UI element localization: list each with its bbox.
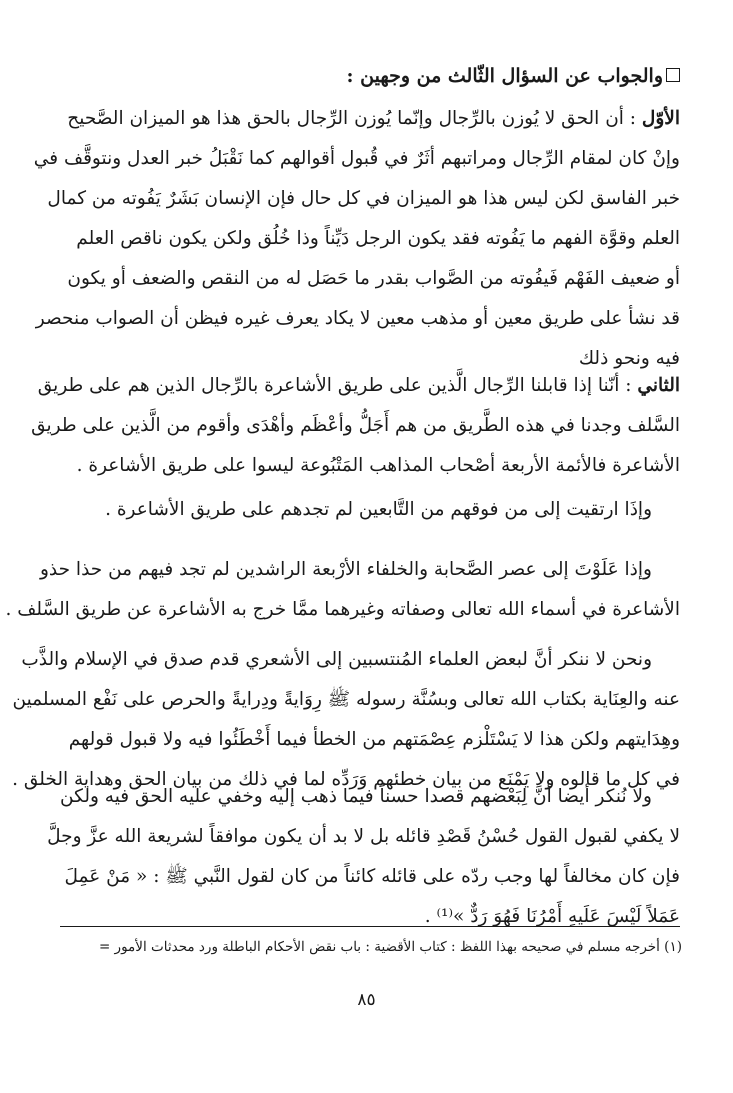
text-line: لا يكفي لقبول القول حُسْنُ قَصْدِ قائله بل لا بد أن يكون موافقاً لشريعة الله عزَّ وجلَّ xyxy=(47,826,680,847)
paragraph-good-intent xyxy=(47,777,680,937)
text-line: وإذا عَلَوْتَ إلى عصر الصَّحابة والخلفاء الأرْبعة الراشدين لم تجد فيهم من حذا حذو xyxy=(39,559,652,580)
page-number: ٨٥ xyxy=(357,990,376,1010)
paragraph-second-point xyxy=(31,366,680,486)
paragraph-first-point xyxy=(33,99,680,379)
text-line: الأشاعرة فالأئمة الأربعة أصْحاب المذاهب المَتْبُوعة ليسوا على طريق الأشاعرة . xyxy=(76,455,680,476)
first-point-lead: الأوّل xyxy=(641,108,680,129)
text-line: خبر الفاسق لكن ليس هذا هو الميزان في كل حال فإن الإنسان بَشَرٌ يَفُوته من كمال xyxy=(47,188,680,209)
heading-text: والجواب عن السؤال الثّالث من وجهين : xyxy=(346,65,663,87)
paragraph-not-deny xyxy=(12,640,680,800)
paragraph-successors xyxy=(72,490,680,530)
second-point-lead: الثاني xyxy=(637,375,680,396)
text-line: فيه ونحو ذلك xyxy=(578,348,680,369)
text-line: فإن كان مخالفاً لها وجب ردّه على قائله كائناً من كان لقول النَّبي ﷺ : « مَنْ عَمِلَ xyxy=(64,866,680,887)
text-line: ونحن لا ننكر أنَّ لبعض العلماء المُنتسبين إلى الأشعري قدم صدق في الإسلام والذَّب xyxy=(21,649,652,670)
checkbox-icon xyxy=(666,68,680,82)
text-line: الثاني : أنّنا إذا قابلنا الرِّجال الَّذين على طريق الأشاعرة بالرِّجال الذين هم على طريق xyxy=(37,375,680,396)
text-line: وإنْ كان لمقام الرِّجال ومراتبهم أثَرٌ في قُبول أقوالهم كما نَقْبَلُ خبر العدل ونتوقَّف في xyxy=(33,148,680,169)
paragraph-companions xyxy=(5,550,680,630)
footnote-divider xyxy=(60,926,680,927)
text-line: أو ضعيف الفَهْم فَيفُوته من الصَّواب بقدر ما حَصَل له من النقص والضعف أو يكون xyxy=(67,268,680,289)
footnote: (١) أخرجه مسلم في صحيحه بهذا اللفظ : كتاب الأقضية : باب نقض الأحكام الباطلة ورد محدثات الأمور = xyxy=(98,939,682,955)
text-line: عَمَلاً لَيْسَ عَلَيهِ أَمْرُنَا فَهُوَ رَدٌّ »⁽¹⁾ . xyxy=(424,906,680,927)
text-line: الأوّل : أن الحق لا يُوزن بالرِّجال وإنّما يُوزن الرِّجال بالحق هذا هو الميزان الصَّحيح xyxy=(67,108,680,129)
text-line: وهِدَايتهم ولكن هذا لا يَسْتَلْزم عِصْمَتهم من الخطأ فيما أَخْطَئُوا فيه ولا قبول قولهم xyxy=(68,729,680,750)
text-line: في كل ما قالوه ولا يَمْنَع من بيان خطئهم وَرَدِّه لما في ذلك من بيان الحق وهداية الخلق . xyxy=(12,769,680,790)
text-line: عنه والعِنَاية بكتاب الله تعالى وبسُنَّة رسوله ﷺ رِوَايةً ودِرايةً والحرص على نَفْع المسلمين xyxy=(12,689,680,710)
section-heading xyxy=(72,56,680,96)
text-line: العلم وقوَّة الفهم ما يَفُوته فقد يكون الرجل دَيِّناً وذا خُلُق ولكن يكون ناقص العلم xyxy=(76,228,680,249)
text-line: ولا نُنكر أيضا أنَّ لِبَعْضهم قصدا حسناً فيما ذهب إليه وخفي عليه الحق فيه ولكن xyxy=(60,786,652,807)
text-line: وإذَا ارتقيت إلى من فوقهم من التَّابعين لم تجدهم على طريق الأشاعرة . xyxy=(105,499,652,520)
text-line: قد نشأ على طريق معين أو مذهب معين لا يكاد يعرف غيره فيظن أن الصواب منحصر xyxy=(35,308,680,329)
text-line: الأشاعرة في أسماء الله تعالى وصفاته وغيرهما ممَّا خرج به الأشاعرة عن طريق السَّلف . xyxy=(5,599,680,620)
text-line: السَّلف وجدنا في هذه الطَّريق من هم أَجَلُّ وأعْظَم وأهْدَى وأقوم من الَّذين على طريق xyxy=(31,415,680,436)
